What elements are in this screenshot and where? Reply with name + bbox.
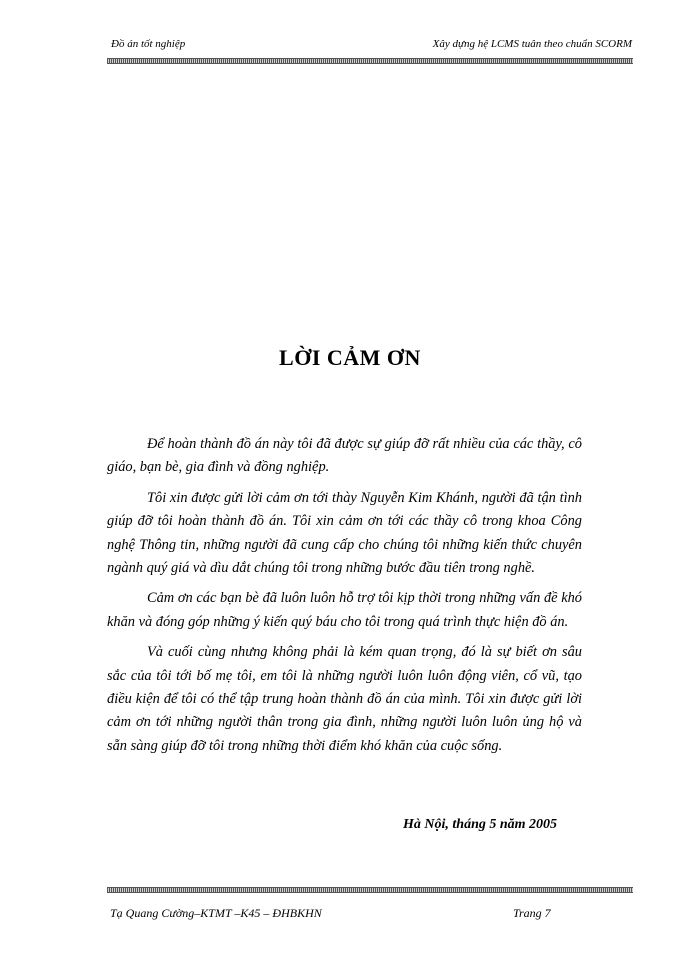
header-left: Đồ án tốt nghiệp: [111, 38, 186, 50]
page-number: Trang 7: [513, 906, 551, 920]
header-rule: [107, 58, 633, 64]
paragraph-3: Cảm ơn các bạn bè đã luôn luôn hỗ trợ tôi kịp thời trong những vấn đề khó khăn và đóng góp những ý kiến quý báu cho tôi trong quá trình thực hiện đồ án.: [107, 590, 582, 630]
footer-rule: [107, 887, 633, 893]
page-title: LỜI CẢM ƠN: [279, 345, 421, 370]
header-right: Xây dựng hệ LCMS tuân theo chuẩn SCORM: [432, 38, 632, 50]
paragraph-4: Và cuối cùng nhưng không phải là kém quan trọng, đó là sự biết ơn sâu sắc của tôi tới bố mẹ tôi, em tôi là những người luôn luôn động viên, cổ vũ, tạo điều kiện để tôi có thể tập trung hoàn thành đồ án của mình. Tôi xin được gửi lời cảm ơn tới những người thân trong gia đình, những người luôn luôn ủng hộ và sẵn sàng giúp đỡ tôi trong những thời điểm khó khăn của cuộc sống.: [107, 644, 582, 754]
acknowledgement-body: [107, 433, 582, 765]
paragraph-2: Tôi xin được gửi lời cảm ơn tới thày Nguyễn Kim Khánh, người đã tận tình giúp đỡ tôi hoàn thành đồ án. Tôi xin cảm ơn tới các thầy cô trong khoa Công nghệ Thông tin, những người đã cung cấp cho chúng tôi những kiến thức chuyên ngành quý giá và dìu dắt chúng tôi trong những bước đầu tiên trong nghề.: [107, 489, 582, 577]
signature-date: Hà Nội, tháng 5 năm 2005: [403, 817, 558, 832]
footer-author: Tạ Quang Cường–KTMT –K45 – ĐHBKHN: [110, 906, 322, 920]
paragraph-1: Để hoàn thành đồ án này tôi đã được sự giúp đỡ rất nhiều của các thầy, cô giáo, bạn bè, gia đình và đồng nghiệp.: [107, 436, 582, 476]
